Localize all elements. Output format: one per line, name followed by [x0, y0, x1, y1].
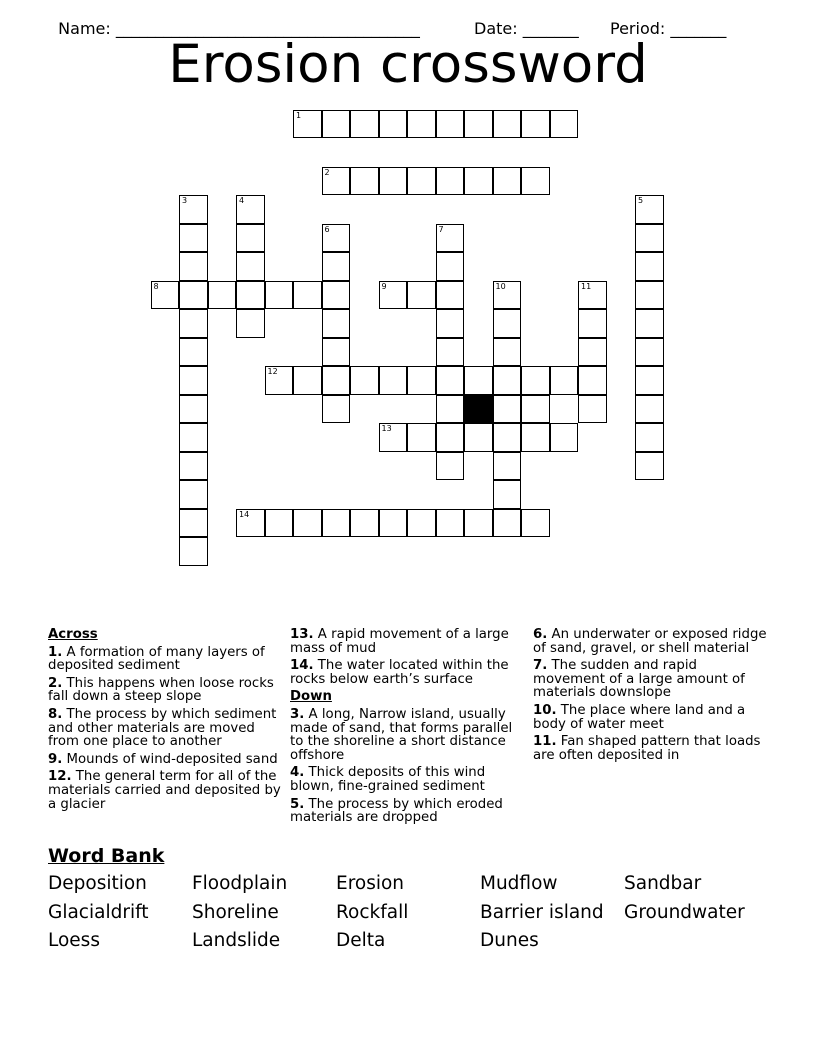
grid-cell[interactable]: [521, 110, 550, 139]
grid-cell[interactable]: [407, 167, 436, 196]
grid-cell[interactable]: [436, 509, 465, 538]
grid-cell[interactable]: [635, 452, 664, 481]
word-bank: [48, 873, 788, 953]
grid-cell[interactable]: [493, 338, 522, 367]
grid-cell[interactable]: [550, 423, 579, 452]
grid-cell[interactable]: [578, 395, 607, 424]
clue-num: 3.: [290, 706, 305, 722]
clue-num: 7.: [533, 658, 548, 674]
grid-cell[interactable]: [493, 167, 522, 196]
clue-num: 9.: [48, 751, 63, 767]
word-bank-item: Delta: [336, 930, 386, 951]
grid-cell[interactable]: [464, 366, 493, 395]
grid-cell[interactable]: [322, 309, 351, 338]
word-bank-item: Groundwater: [624, 901, 745, 923]
grid-cell[interactable]: [151, 281, 180, 310]
grid-cell[interactable]: [635, 252, 664, 281]
grid-cell[interactable]: [379, 110, 408, 139]
grid-cell[interactable]: [436, 281, 465, 310]
grid-cell[interactable]: [293, 281, 322, 310]
grid-cell[interactable]: [464, 110, 493, 139]
clue-number: 7: [438, 224, 444, 234]
grid-cell[interactable]: [436, 452, 465, 481]
clue-text: A long, Narrow island, usually made of sand, that forms parallel to the shoreline a short distance offshore: [290, 706, 513, 763]
across-heading: Across: [48, 627, 98, 642]
grid-cell[interactable]: [350, 110, 379, 139]
clue-num: 11.: [533, 734, 557, 750]
word-bank-item: Loess: [48, 930, 100, 951]
clue-item: [290, 766, 526, 793]
grid-cell[interactable]: [635, 395, 664, 424]
grid-cell[interactable]: [322, 366, 351, 395]
grid-cell[interactable]: [179, 252, 208, 281]
page-title: Erosion crossword: [168, 34, 648, 95]
grid-cell[interactable]: [350, 509, 379, 538]
grid-cell[interactable]: [550, 366, 579, 395]
grid-cell[interactable]: [436, 252, 465, 281]
clue-text: A rapid movement of a large mass of mud: [290, 627, 509, 656]
grid-cell[interactable]: [379, 167, 408, 196]
grid-cell[interactable]: [322, 224, 351, 253]
clue-num: 6.: [533, 627, 548, 642]
grid-cell[interactable]: [578, 309, 607, 338]
grid-cell[interactable]: [493, 480, 522, 509]
grid-cell[interactable]: [493, 309, 522, 338]
clue-item: [533, 628, 769, 655]
word-bank-item: Mudflow: [480, 873, 558, 894]
grid-cell[interactable]: [265, 281, 294, 310]
clue-text: Mounds of wind-deposited sand: [62, 751, 278, 767]
name-field[interactable]: Name: ______________________________________: [58, 19, 420, 38]
clue-text: The process by which eroded materials are dropped: [290, 796, 503, 826]
clue-text: The water located within the rocks below earth’s surface: [290, 658, 509, 687]
grid-cell[interactable]: [293, 366, 322, 395]
clue-item: [48, 708, 284, 749]
clue-item: [48, 753, 284, 767]
clue-item: [290, 798, 526, 825]
clue-number: 10: [495, 281, 506, 291]
grid-cell[interactable]: [635, 195, 664, 224]
date-field[interactable]: Date: _______: [474, 19, 579, 38]
grid-cell[interactable]: [436, 110, 465, 139]
word-bank-item: Landslide: [192, 930, 281, 951]
grid-cell[interactable]: [179, 509, 208, 538]
clue-number: 5: [638, 196, 644, 205]
clue-num: 14.: [290, 658, 314, 674]
grid-cell[interactable]: [179, 281, 208, 310]
clue-number: 1: [296, 110, 302, 120]
grid-cell[interactable]: [436, 338, 465, 367]
grid-cell[interactable]: [236, 309, 265, 338]
clue-number: 4: [239, 196, 245, 205]
grid-cell[interactable]: [379, 281, 408, 310]
grid-cell[interactable]: [464, 423, 493, 452]
grid-cell[interactable]: [179, 366, 208, 395]
grid-cell[interactable]: [265, 366, 294, 395]
clue-number: 14: [239, 509, 250, 519]
clue-column-3: [533, 628, 769, 766]
clue-number: 13: [381, 424, 392, 433]
clue-num: 13.: [290, 627, 314, 642]
grid-cell[interactable]: [179, 224, 208, 253]
clue-item: [48, 646, 284, 673]
grid-cell[interactable]: [379, 423, 408, 452]
clue-num: 8.: [48, 706, 63, 722]
grid-cell[interactable]: [521, 423, 550, 452]
word-bank-item: Glacialdrift: [48, 901, 149, 923]
clue-text: The sudden and rapid movement of a large amount of materials downslope: [533, 658, 745, 701]
grid-cell[interactable]: [293, 110, 322, 139]
grid-cell[interactable]: [236, 509, 265, 538]
grid-cell[interactable]: [179, 338, 208, 367]
clue-item: [290, 628, 526, 655]
grid-cell[interactable]: [493, 281, 522, 310]
grid-cell[interactable]: [322, 338, 351, 367]
clue-num: 12.: [48, 769, 72, 785]
grid-cell[interactable]: [179, 480, 208, 509]
grid-cell[interactable]: [493, 423, 522, 452]
grid-cell[interactable]: [550, 110, 579, 139]
grid-cell[interactable]: [293, 509, 322, 538]
period-field[interactable]: Period: _______: [610, 19, 727, 38]
clue-number: 12: [267, 367, 278, 376]
grid-cell[interactable]: [493, 509, 522, 538]
grid-cell[interactable]: [208, 281, 237, 310]
grid-cell[interactable]: [436, 167, 465, 196]
word-bank-item: Erosion: [336, 873, 405, 894]
grid-cell[interactable]: [179, 452, 208, 481]
grid-cell[interactable]: [436, 224, 465, 253]
clue-number: 11: [581, 281, 592, 291]
grid-cell[interactable]: [179, 537, 208, 566]
grid-cell[interactable]: [322, 509, 351, 538]
clue-number: 9: [381, 281, 387, 291]
clue-text: The place where land and a body of water meet: [533, 702, 746, 732]
grid-cell[interactable]: [521, 509, 550, 538]
grid-cell[interactable]: [635, 423, 664, 452]
grid-cell[interactable]: [521, 366, 550, 395]
grid-cell[interactable]: [236, 224, 265, 253]
grid-cell[interactable]: [635, 338, 664, 367]
grid-cell[interactable]: [578, 338, 607, 367]
grid-cell[interactable]: [265, 509, 294, 538]
grid-cell[interactable]: [521, 395, 550, 424]
word-bank-item: Shoreline: [192, 901, 279, 923]
clue-item: [533, 735, 769, 762]
grid-cell[interactable]: [578, 366, 607, 395]
grid-cell[interactable]: [236, 252, 265, 281]
grid-cell[interactable]: [407, 509, 436, 538]
grid-cell[interactable]: [179, 395, 208, 424]
clue-text: An underwater or exposed ridge of sand, gravel, or shell material: [533, 627, 767, 656]
word-bank-item: Dunes: [480, 930, 539, 951]
grid-cell[interactable]: [436, 309, 465, 338]
grid-cell[interactable]: [379, 366, 408, 395]
word-bank-item: Sandbar: [624, 873, 702, 894]
clue-text: The process by which sediment and other materials are moved from one place to another: [48, 706, 277, 750]
grid-cell[interactable]: [493, 452, 522, 481]
grid-cell[interactable]: [521, 167, 550, 196]
clue-number: 8: [153, 281, 159, 291]
grid-cell[interactable]: [407, 423, 436, 452]
clue-num: 10.: [533, 702, 557, 718]
clue-item: [290, 659, 526, 686]
grid-cell[interactable]: [236, 281, 265, 310]
grid-cell[interactable]: [635, 281, 664, 310]
word-bank-item: Rockfall: [336, 901, 409, 923]
grid-cell[interactable]: [635, 309, 664, 338]
clue-number: 6: [324, 224, 330, 234]
clue-item: [48, 770, 284, 811]
grid-cell[interactable]: [464, 167, 493, 196]
clue-text: Fan shaped pattern that loads are often deposited in: [533, 734, 761, 763]
grid-cell[interactable]: [407, 281, 436, 310]
clue-num: 5.: [290, 796, 305, 812]
grid-cell[interactable]: [322, 110, 351, 139]
clue-text: A formation of many layers of deposited sediment: [48, 644, 265, 674]
grid-cell[interactable]: [350, 366, 379, 395]
grid-cell[interactable]: [379, 509, 408, 538]
grid-cell[interactable]: [179, 423, 208, 452]
grid-cell[interactable]: [179, 309, 208, 338]
grid-cell[interactable]: [236, 195, 265, 224]
grid-cell[interactable]: [407, 366, 436, 395]
grid-cell[interactable]: [436, 366, 465, 395]
grid-cell[interactable]: [493, 366, 522, 395]
clue-text: This happens when loose rocks fall down a steep slope: [48, 675, 274, 705]
grid-cell[interactable]: [436, 395, 465, 424]
grid-cell[interactable]: [322, 252, 351, 281]
clue-item: [533, 704, 769, 731]
word-bank-item: Floodplain: [192, 873, 288, 894]
clue-item: [533, 659, 769, 700]
clue-num: 2.: [48, 675, 63, 691]
clue-number: 2: [324, 167, 330, 177]
clue-column-1: [48, 628, 284, 815]
clue-item: [48, 677, 284, 704]
grid-block: [464, 395, 493, 424]
grid-cell[interactable]: [179, 195, 208, 224]
clue-num: 4.: [290, 765, 305, 781]
word-bank-title: Word Bank: [48, 845, 165, 867]
clue-num: 1.: [48, 644, 63, 660]
grid-cell[interactable]: [322, 281, 351, 310]
word-bank-item: Barrier island: [480, 901, 604, 923]
grid-cell[interactable]: [350, 167, 379, 196]
grid-cell[interactable]: [635, 224, 664, 253]
clue-number: 3: [182, 196, 188, 205]
grid-cell[interactable]: [493, 110, 522, 139]
grid-cell[interactable]: [322, 395, 351, 424]
clue-text: The general term for all of the materials carried and deposited by a glacier: [48, 769, 281, 812]
grid-cell[interactable]: [436, 423, 465, 452]
grid-cell[interactable]: [578, 281, 607, 310]
grid-cell[interactable]: [635, 366, 664, 395]
clue-column-2: [290, 628, 526, 829]
clue-text: Thick deposits of this wind blown, fine-grained sediment: [290, 765, 486, 794]
grid-cell[interactable]: [464, 509, 493, 538]
clue-item: [290, 708, 526, 762]
word-bank-item: Deposition: [48, 873, 147, 894]
down-heading: Down: [290, 689, 332, 705]
grid-cell[interactable]: [493, 395, 522, 424]
grid-cell[interactable]: [407, 110, 436, 139]
grid-cell[interactable]: [322, 167, 351, 196]
